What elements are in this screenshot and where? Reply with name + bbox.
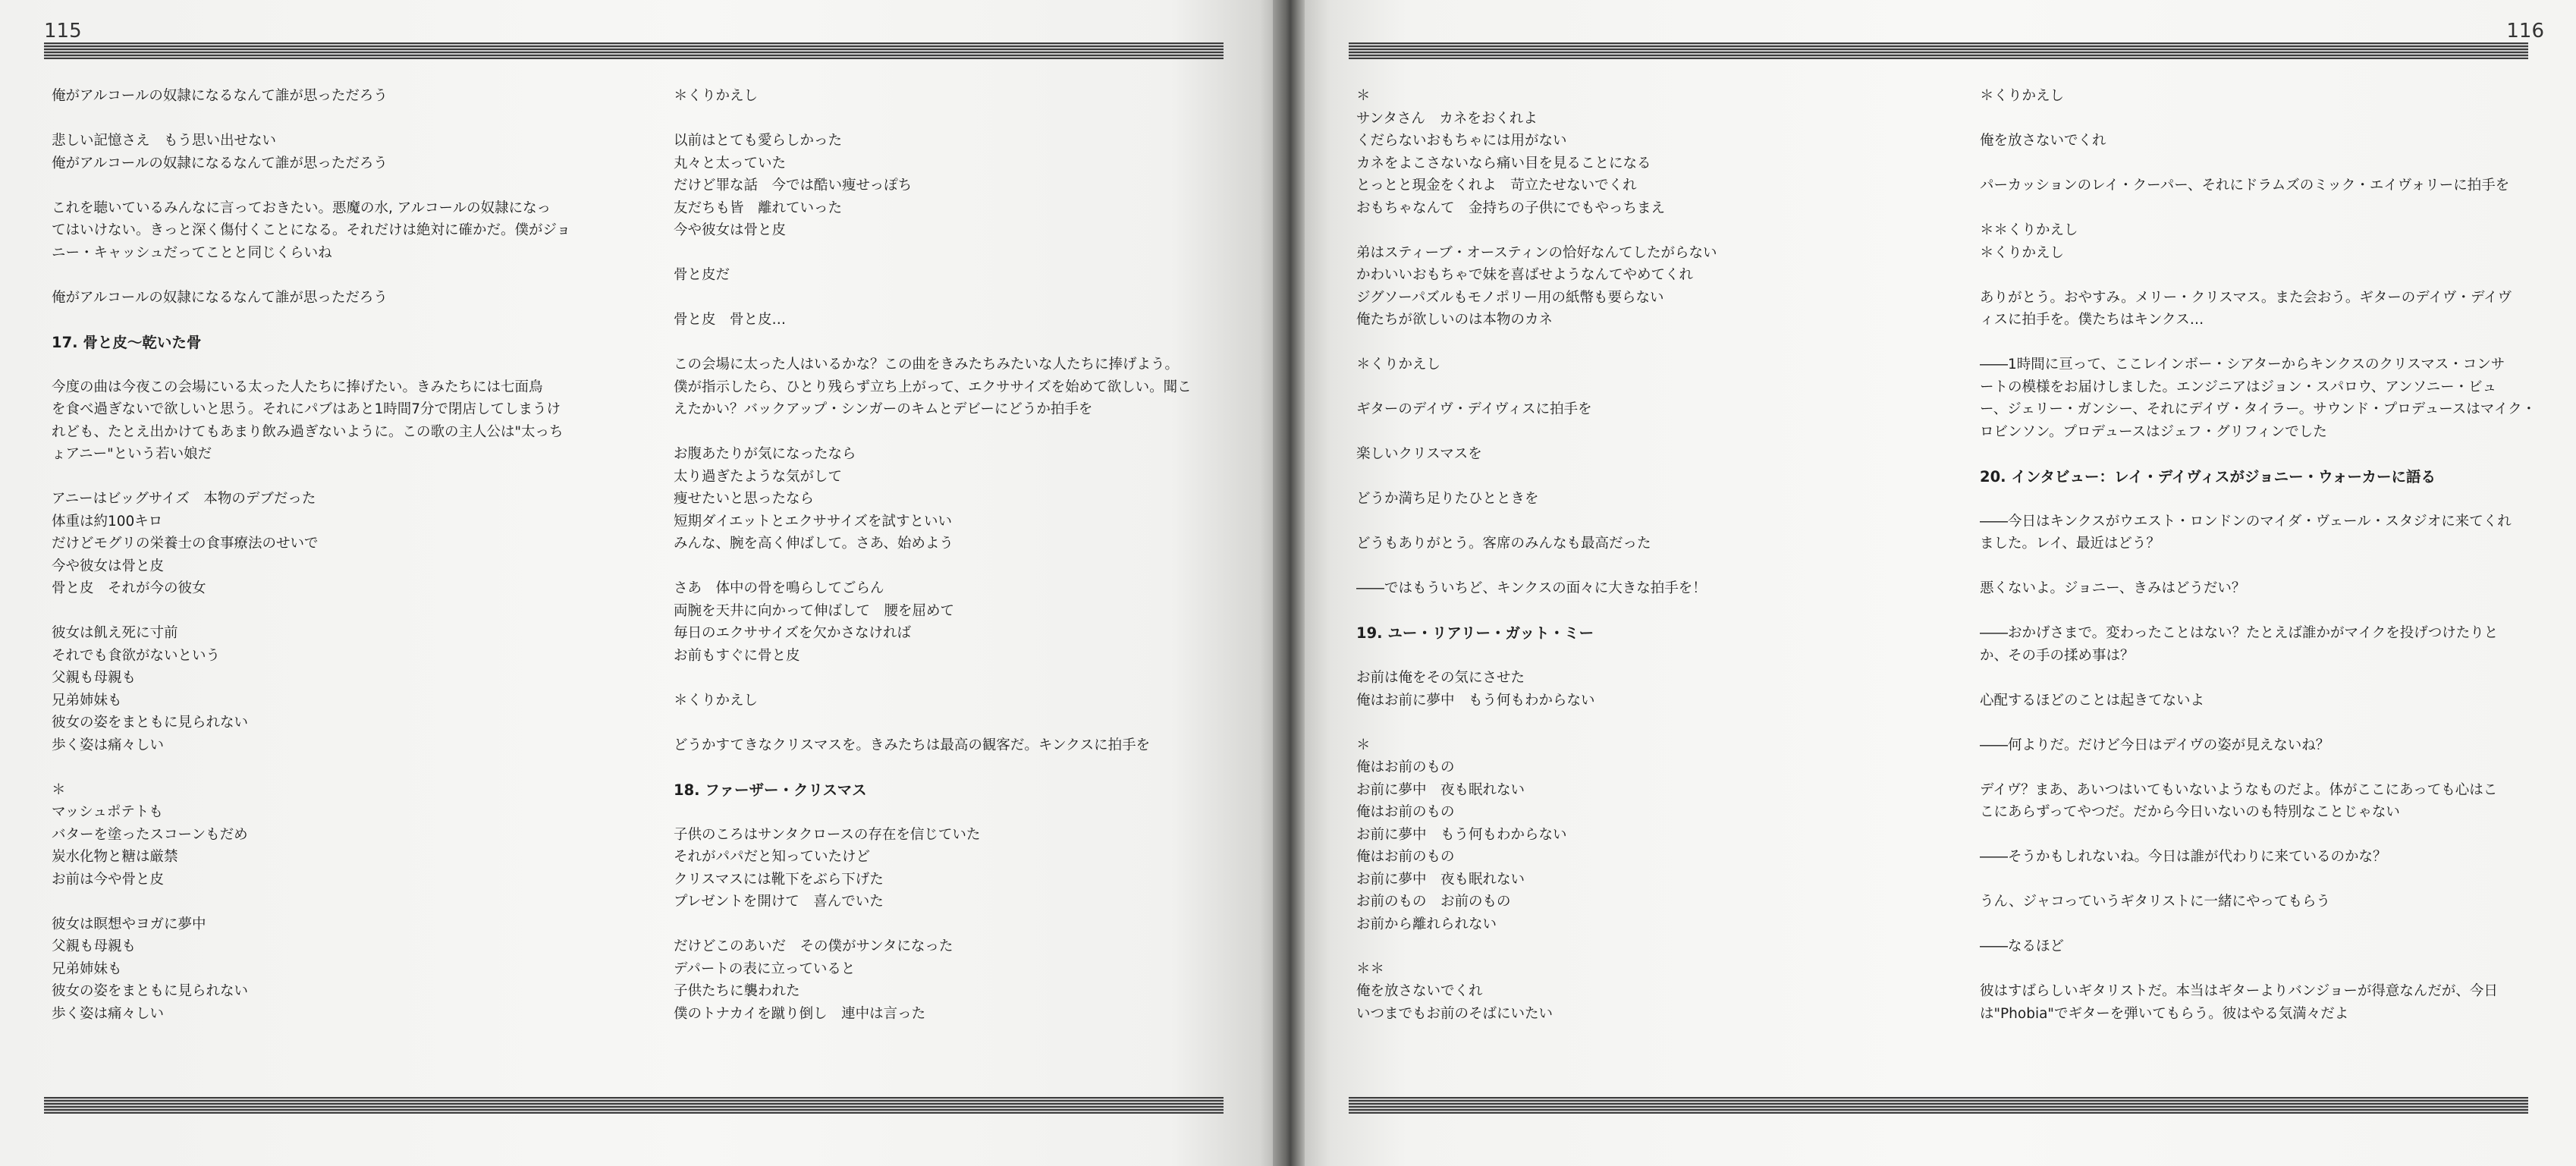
text-line: ギターのデイヴ・デイヴィスに拍手を: [1356, 401, 1592, 417]
text-line: ィスに拍手を。僕たちはキンクス…: [1980, 312, 2204, 328]
text-line: 骨と皮 それが今の彼女: [52, 580, 206, 596]
text-line: お前に夢中 もう何もわからない: [1356, 826, 1567, 843]
text-line: お前のもの お前のもの: [1356, 894, 1511, 910]
text-line: ＊くりかえし: [1356, 357, 1441, 372]
footer-rule: [1349, 1097, 2528, 1114]
text-line: ありがとう。おやすみ。メリー・クリスマス。また会おう。ギターのデイヴ・デイヴ: [1980, 289, 2512, 306]
text-line: サンタさん カネをおくれよ: [1356, 110, 1538, 127]
text-line: ロビンソン。プロデュースはジェフ・グリフィンでした: [1980, 423, 2327, 440]
footer-rule: [44, 1097, 1224, 1114]
lyric-stanza: [1980, 734, 2534, 757]
text-line: 体重は約100キロ: [52, 513, 163, 530]
section-heading: [52, 332, 605, 354]
lyric-stanza: [674, 309, 1227, 332]
lyric-stanza: [52, 779, 605, 891]
header-rule: [1349, 42, 2528, 59]
text-line: それがパパだと知っていたけど: [674, 849, 871, 865]
text-line: 友だちも皆 離れていった: [674, 200, 843, 216]
text-line: 彼女の姿をまともに見られない: [52, 715, 249, 731]
text-line: 子供のころはサンタクロースの存在を信じていた: [674, 826, 981, 843]
text-line: 僕のトナカイを蹴り倒し 連中は言った: [674, 1005, 926, 1022]
text-line: これを聴いているみんなに言っておきたい。悪魔の水, アルコールの奴隷になっ: [52, 200, 551, 216]
lyric-stanza: [674, 443, 1227, 555]
text-line: ――今日はキンクスがウエスト・ロンドンのマイダ・ヴェール・スタジオに来てくれ: [1980, 513, 2512, 530]
lyric-stanza: [52, 622, 605, 756]
lyric-stanza: [1980, 846, 2534, 869]
lyric-stanza: [1980, 935, 2534, 958]
text-line: お前は今や骨と皮: [52, 871, 165, 888]
text-column: [674, 85, 1227, 1048]
text-line: 太り過ぎたような気がして: [674, 468, 843, 485]
text-line: 彼女は瞑想やヨガに夢中: [52, 916, 206, 932]
text-line: かわいいおもちゃで妹を喜ばせようなんてやめてくれ: [1356, 267, 1694, 283]
text-line: ょアニー"という若い娘だ: [52, 446, 212, 462]
text-line: ＊: [52, 781, 66, 798]
text-line: プレゼントを開けて 喜んでいた: [674, 894, 884, 910]
text-line: お前から離れられない: [1356, 916, 1497, 932]
text-line: 俺がアルコールの奴隷になるなんて誰が思っただろう: [52, 88, 388, 104]
lyric-stanza: [1356, 958, 1910, 1026]
lyric-stanza: [1356, 667, 1910, 712]
text-line: デパートの表に立っていると: [674, 960, 856, 977]
text-line: ――1時間に亘って、ここレインボー・シアターからキンクスのクリスマス・コンサ: [1980, 357, 2505, 372]
text-line: とっとと現金をくれよ 苛立たせないでくれ: [1356, 178, 1637, 193]
text-line: 子供たちに襲われた: [674, 983, 800, 999]
lyric-stanza: [674, 85, 1227, 108]
text-line: 19. ユー・リアリー・ガット・ミー: [1356, 624, 1594, 642]
spoken-paragraph: [1980, 511, 2534, 555]
text-line: ートの模様をお届けしました。エンジニアはジョン・スパロウ、アンソニー・ビュ: [1980, 379, 2497, 395]
text-line: さあ 体中の骨を鳴らしてごらん: [674, 580, 884, 596]
text-line: 歩く姿は痛々しい: [52, 737, 165, 753]
text-line: 兄弟姉妹も: [52, 692, 122, 709]
text-line: 20. インタビュー：レイ・デイヴィスがジョニー・ウォーカーに語る: [1980, 467, 2436, 486]
section-heading: [674, 779, 1227, 802]
text-line: か、その手の揉め事は？: [1980, 647, 2135, 664]
text-line: それでも食欲がないという: [52, 647, 221, 664]
text-line: カネをよこさないなら痛い目を見ることになる: [1356, 155, 1651, 171]
text-line: を食べ過ぎないで欲しいと思う。それにパブはあと1時間7分で閉店してしまうけ: [52, 401, 561, 417]
text-line: どうもありがとう。客席のみんなも最高だった: [1356, 536, 1651, 552]
text-line: バターを塗ったスコーンもだめ: [52, 826, 248, 843]
text-line: 悲しい記憶さえ もう思い出せない: [52, 133, 277, 149]
text-line: えたかい？バックアップ・シンガーのキムとデビーにどうか拍手を: [674, 401, 1093, 417]
lyric-stanza: [52, 488, 605, 600]
text-line: ました。レイ、最近はどう？: [1980, 536, 2160, 552]
lyric-stanza: [1980, 130, 2534, 152]
lyric-stanza: [674, 577, 1227, 667]
text-line: ＊: [1356, 88, 1371, 104]
text-line: どうか満ち足りたひとときを: [1356, 491, 1539, 507]
text-line: 毎日のエクササイズを欠かさなければ: [674, 625, 912, 641]
text-line: 俺はお前のもの: [1356, 759, 1455, 775]
text-line: こにあらずってやつだ。だから今日いないのも特別なことじゃない: [1980, 804, 2400, 820]
text-line: 以前はとても愛らしかった: [674, 133, 843, 149]
text-line: 俺を放さないでくれ: [1980, 133, 2106, 149]
lyric-stanza: [1356, 85, 1910, 219]
lyric-stanza: [674, 264, 1227, 287]
text-line: クリスマスには靴下をぶら下げた: [674, 871, 884, 888]
text-line: 歩く姿は痛々しい: [52, 1005, 165, 1022]
text-line: 俺はお前に夢中 もう何もわからない: [1356, 692, 1595, 709]
lyric-stanza: [1356, 488, 1910, 511]
lyric-stanza: [52, 287, 605, 310]
lyric-stanza: [1356, 354, 1910, 376]
text-column: [1980, 85, 2537, 1048]
text-line: いつまでもお前のそばにいたい: [1356, 1005, 1553, 1022]
text-line: ――何よりだ。だけど今日はデイヴの姿が見えないね？: [1980, 737, 2330, 753]
lyric-stanza: [674, 935, 1227, 1025]
text-line: だけどモグリの栄養士の食事療法のせいで: [52, 536, 319, 552]
lyric-stanza: [674, 824, 1227, 913]
text-line: 今や彼女は骨と皮: [674, 222, 787, 238]
text-line: パーカッションのレイ・クーパー、それにドラムズのミック・エイヴォリーに拍手を: [1980, 178, 2510, 193]
text-line: うん、ジャコっていうギタリストに一緒にやってもらう: [1980, 894, 2330, 910]
spoken-paragraph: [1980, 980, 2534, 1025]
text-line: だけどこのあいだ その僕がサンタになった: [674, 938, 953, 954]
text-line: ジグソーパズルもモノポリー用の紙幣も要らない: [1356, 289, 1664, 306]
lyric-stanza: [1356, 443, 1910, 466]
text-line: 父親も母親も: [52, 938, 137, 954]
spoken-paragraph: [1980, 779, 2534, 824]
text-line: は"Phobia"でギターを弾いてもらう。彼はやる気満々だよ: [1980, 1005, 2349, 1022]
spoken-paragraph: [674, 354, 1227, 421]
text-line: 俺たちが欲しいのは本物のカネ: [1356, 312, 1553, 328]
lyric-stanza: [1980, 174, 2534, 197]
lyric-stanza: [1980, 577, 2534, 600]
spoken-paragraph: [1980, 287, 2534, 332]
text-line: みんな、腕を高く伸ばして。さあ、始めよう: [674, 536, 953, 552]
text-line: ――ではもういちど、キンクスの面々に大きな拍手を！: [1356, 580, 1707, 596]
text-line: 悪くないよ。ジョニー、きみはどうだい？: [1980, 580, 2246, 596]
text-line: ＊＊くりかえし: [1980, 222, 2078, 238]
text-line: アニーはビッグサイズ 本物のデブだった: [52, 491, 316, 507]
text-line: 俺を放さないでくれ: [1356, 983, 1483, 999]
text-line: ＊: [1356, 737, 1371, 753]
text-line: 丸々と太っていた: [674, 155, 787, 171]
text-line: 俺はお前のもの: [1356, 804, 1455, 820]
text-line: お腹あたりが気になったなら: [674, 446, 856, 462]
spoken-paragraph: [52, 376, 605, 466]
lyric-stanza: [1356, 734, 1910, 936]
text-line: どうかすてきなクリスマスを。きみたちは最高の観客だ。キンクスに拍手を: [674, 737, 1151, 753]
text-line: だけど罪な話 今では酷い痩せっぽち: [674, 178, 913, 193]
text-line: ニー・キャッシュだってことと同じくらいね: [52, 244, 332, 261]
lyric-stanza: [1980, 219, 2534, 264]
text-line: 楽しいクリスマスを: [1356, 446, 1482, 462]
spoken-paragraph: [1980, 622, 2534, 667]
text-line: 彼女は飢え死に寸前: [52, 625, 178, 641]
text-line: 短期ダイエットとエクササイズを試すといい: [674, 513, 953, 530]
text-line: 18. ファーザー・クリスマス: [674, 781, 867, 799]
lyric-stanza: [1356, 577, 1910, 600]
lyric-stanza: [674, 130, 1227, 242]
text-line: お前もすぐに骨と皮: [674, 647, 800, 664]
spoken-paragraph: [1980, 354, 2537, 443]
lyric-stanza: [1980, 690, 2534, 712]
text-line: くだらないおもちゃには用がない: [1356, 133, 1567, 149]
text-line: 今度の曲は今夜この会場にいる太った人たちに捧げたい。きみたちには七面鳥: [52, 379, 543, 395]
left-page: [0, 0, 1273, 1166]
text-line: 両腕を天井に向かって伸ばして 腰を屈めて: [674, 602, 955, 619]
lyric-stanza: [1980, 85, 2534, 108]
spoken-paragraph: [52, 197, 605, 265]
text-line: お前に夢中 夜も眠れない: [1356, 781, 1525, 798]
text-line: この会場に太った人はいるかな？この曲をきみたちみたいな人たちに捧げよう。: [674, 357, 1180, 372]
lyric-stanza: [1980, 891, 2534, 913]
text-line: 17. 骨と皮～乾いた骨: [52, 333, 202, 351]
text-line: 俺がアルコールの奴隷になるなんて誰が思っただろう: [52, 289, 388, 306]
text-line: ――そうかもしれないね。今日は誰が代わりに来ているのかな？: [1980, 849, 2387, 865]
text-line: 骨と皮だ: [674, 267, 730, 283]
text-line: ー、ジェリー・ガンシー、それにデイヴ・タイラー。サウンド・プロデュースはマイク・: [1980, 401, 2537, 417]
text-line: 父親も母親も: [52, 670, 137, 686]
text-line: ＊くりかえし: [1980, 88, 2065, 104]
lyric-stanza: [52, 913, 605, 1026]
lyric-stanza: [1356, 398, 1910, 421]
text-line: お前に夢中 夜も眠れない: [1356, 871, 1525, 888]
text-line: 痩せたいと思ったなら: [674, 491, 815, 507]
text-line: ――おかげさまで。変わったことはない？たとえば誰かがマイクを投げつけたりと: [1980, 625, 2499, 641]
text-line: 僕が指示したら、ひとり残らず立ち上がって、エクササイズを始めて欲しい。聞こ: [674, 379, 1192, 395]
text-line: デイヴ？まあ、あいつはいてもいないようなものだよ。体がここにあっても心はこ: [1980, 781, 2498, 798]
text-line: 彼はすばらしいギタリストだ。本当はギターよりバンジョーが得意なんだが、今日: [1980, 983, 2498, 999]
text-line: 炭水化物と糖は厳禁: [52, 849, 178, 865]
text-line: おもちゃなんて 金持ちの子供にでもやっちまえ: [1356, 200, 1666, 216]
lyric-stanza: [1356, 533, 1910, 555]
text-line: ――なるほど: [1980, 938, 2065, 954]
section-heading: [1980, 466, 2534, 489]
lyric-stanza: [1356, 242, 1910, 332]
text-line: マッシュポテトも: [52, 804, 163, 820]
text-line: てはいけない。きっと深く傷付くことになる。それだけは絶対に確かだ。僕がジョ: [52, 222, 571, 238]
text-line: 骨と皮 骨と皮…: [674, 312, 787, 328]
section-heading: [1356, 622, 1910, 645]
text-line: 兄弟姉妹も: [52, 960, 122, 977]
text-line: 俺がアルコールの奴隷になるなんて誰が思っただろう: [52, 155, 388, 171]
text-line: れども、たとえ出かけてもあまり飲み過ぎないように。この歌の主人公は"太っち: [52, 423, 564, 440]
lyric-stanza: [674, 690, 1227, 712]
page-number: 115: [44, 20, 82, 42]
lyric-stanza: [52, 130, 605, 174]
lyric-stanza: [52, 85, 605, 108]
text-line: 彼女の姿をまともに見られない: [52, 983, 249, 999]
lyric-stanza: [674, 734, 1227, 757]
right-page: [1305, 0, 2576, 1166]
text-line: 弟はスティーブ・オースティンの恰好なんてしたがらない: [1356, 244, 1717, 261]
text-line: ＊くりかえし: [674, 692, 759, 709]
text-column: [1356, 85, 1910, 1048]
text-line: お前は俺をその気にさせた: [1356, 670, 1525, 686]
text-column: [52, 85, 605, 1048]
text-line: ＊くりかえし: [1980, 244, 2065, 261]
book-gutter: [1273, 0, 1305, 1166]
text-line: ＊くりかえし: [674, 88, 759, 104]
header-rule: [44, 42, 1224, 59]
text-line: 俺はお前のもの: [1356, 849, 1455, 865]
text-line: 心配するほどのことは起きてないよ: [1980, 692, 2205, 709]
page-number: 116: [2506, 20, 2544, 42]
text-line: ＊＊: [1356, 960, 1385, 977]
text-line: 今や彼女は骨と皮: [52, 558, 165, 574]
